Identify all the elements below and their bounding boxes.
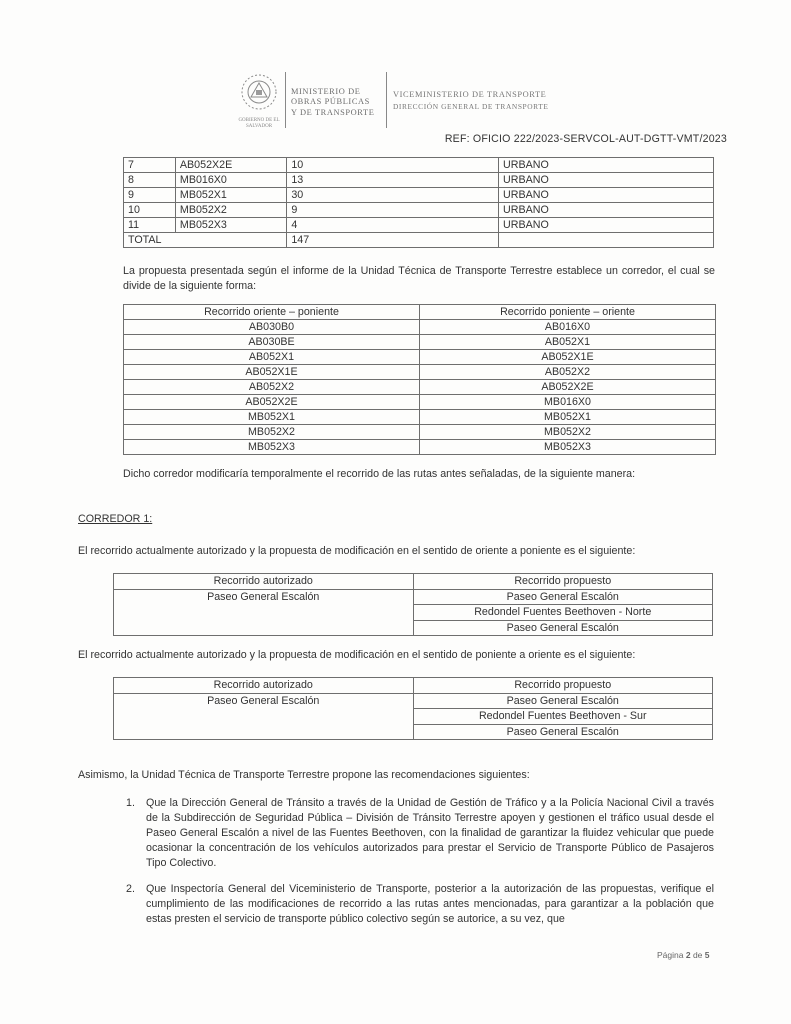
table-cell: 10 (287, 158, 499, 173)
viceministry-name: VICEMINISTERIO DE TRANSPORTE DIRECCIÓN GENERAL DE TRANSPORTE (393, 90, 549, 111)
table-cell: URBANO (499, 173, 714, 188)
table-cell: MB052X3 (124, 440, 420, 455)
route-west-east-table (113, 677, 713, 740)
table-cell: AB052X2E (420, 380, 716, 395)
table-cell: AB052X2E (175, 158, 286, 173)
proposed-route-cell: Paseo General Escalón (413, 589, 713, 605)
table-row (124, 365, 716, 380)
column-header: Recorrido oriente – poniente (124, 305, 420, 320)
table-cell: URBANO (499, 188, 714, 203)
table-cell: AB052X2 (420, 365, 716, 380)
list-text: Que Inspectoría General del Viceministerio de Transporte, posterior a la autorización de las propuestas, verifique el cumplimiento de las modificaciones de recorrido a las rutas antes mencionadas, para garantizar a la población que estas presten el servicio de transporte público colectivo según se autorice, a su vez, que (146, 883, 714, 925)
table-cell: AB052X1 (420, 335, 716, 350)
column-header: Recorrido propuesto (413, 574, 713, 590)
table-row (124, 158, 714, 173)
ministry-name: MINISTERIO DE OBRAS PÚBLICAS Y DE TRANSPORTE (291, 87, 375, 117)
proposed-route-cell: Redondel Fuentes Beethoven - Sur (413, 709, 713, 725)
table-cell: 13 (287, 173, 499, 188)
table-row (124, 188, 714, 203)
table-cell: MB052X3 (175, 218, 286, 233)
table-cell: AB052X2E (124, 395, 420, 410)
list-number: 1. (126, 797, 135, 809)
table-cell: URBANO (499, 203, 714, 218)
section-title: CORREDOR 1: (78, 513, 153, 525)
table-row (124, 395, 716, 410)
government-seal-icon (236, 70, 282, 120)
table-cell: 9 (287, 203, 499, 218)
table-row (114, 693, 713, 709)
table-row (124, 425, 716, 440)
paragraph: Asimismo, la Unidad Técnica de Transporte Terrestre propone las recomendaciones siguientes: (78, 769, 530, 781)
authorized-route-cell: Paseo General Escalón (114, 693, 414, 740)
table-header-row (114, 678, 713, 694)
table-cell: 10 (124, 203, 176, 218)
table-cell: AB052X1E (124, 365, 420, 380)
table-cell: MB016X0 (420, 395, 716, 410)
table-cell (499, 233, 714, 248)
table-cell: AB016X0 (420, 320, 716, 335)
table-cell: MB052X2 (124, 425, 420, 440)
table-header-row (114, 574, 713, 590)
paragraph: El recorrido actualmente autorizado y la propuesta de modificación en el sentido de oriente a poniente es el siguiente: (78, 545, 636, 557)
table-cell: MB052X1 (420, 410, 716, 425)
paragraph: El recorrido actualmente autorizado y la propuesta de modificación en el sentido de poniente a oriente es el siguiente: (78, 649, 636, 661)
table-cell: URBANO (499, 158, 714, 173)
table-cell: 9 (124, 188, 176, 203)
table-row (124, 350, 716, 365)
table-cell: MB052X1 (124, 410, 420, 425)
paragraph: Dicho corredor modificaría temporalmente el recorrido de las rutas antes señaladas, de la siguiente manera: (123, 468, 636, 480)
table-row (124, 203, 714, 218)
table-total-row (124, 233, 714, 248)
table-row (124, 320, 716, 335)
table-cell: 8 (124, 173, 176, 188)
table-cell: 30 (287, 188, 499, 203)
table-cell: 4 (287, 218, 499, 233)
column-header: Recorrido poniente – oriente (420, 305, 716, 320)
column-header: Recorrido propuesto (413, 678, 713, 694)
table-cell: URBANO (499, 218, 714, 233)
table-cell: AB030B0 (124, 320, 420, 335)
table-row (124, 335, 716, 350)
proposed-route-cell: Redondel Fuentes Beethoven - Norte (413, 605, 713, 621)
list-number: 2. (126, 883, 135, 895)
table-row (124, 218, 714, 233)
table-cell: AB030BE (124, 335, 420, 350)
column-header: Recorrido autorizado (114, 678, 414, 694)
table-cell: AB052X2 (124, 380, 420, 395)
table-row (124, 380, 716, 395)
table-cell: MB052X2 (420, 425, 716, 440)
government-label: GOBIERNO DE EL SALVADOR (238, 118, 280, 129)
corridor-table (123, 304, 716, 455)
table-cell: MB052X1 (175, 188, 286, 203)
authorized-route-cell: Paseo General Escalón (114, 589, 414, 636)
routes-table (123, 157, 714, 248)
reference-number: REF: OFICIO 222/2023-SERVCOL-AUT-DGTT-VMT/2023 (444, 133, 727, 145)
header-divider (285, 72, 286, 128)
table-cell: AB052X1 (124, 350, 420, 365)
page-number: Página 2 de 5 (657, 950, 710, 960)
proposed-route-cell: Paseo General Escalón (413, 620, 713, 636)
column-header: Recorrido autorizado (114, 574, 414, 590)
proposed-route-cell: Paseo General Escalón (413, 724, 713, 740)
table-cell: MB052X2 (175, 203, 286, 218)
table-row (114, 589, 713, 605)
proposed-route-cell: Paseo General Escalón (413, 693, 713, 709)
table-row (124, 173, 714, 188)
total-label: TOTAL (124, 233, 287, 248)
table-row (124, 440, 716, 455)
table-cell: 11 (124, 218, 176, 233)
table-cell: 7 (124, 158, 176, 173)
header-divider (386, 72, 387, 128)
table-cell: MB052X3 (420, 440, 716, 455)
route-east-west-table (113, 573, 713, 636)
table-cell: MB016X0 (175, 173, 286, 188)
table-header-row (124, 305, 716, 320)
paragraph: La propuesta presentada según el informe de la Unidad Técnica de Transporte Terrestre establece un corredor, el cual se divide de la siguiente forma: (123, 265, 715, 292)
table-cell: AB052X1E (420, 350, 716, 365)
total-value: 147 (287, 233, 499, 248)
list-text: Que la Dirección General de Tránsito a través de la Unidad de Gestión de Tráfico y a la Policía Nacional Civil a través de la Subdirección de Seguridad Pública – División de Tránsito Terrestre apoyen y gestionen el tráfico usual desde el Paseo General Escalón a nivel de las Fuentes Beethoven, con la finalidad de garantizar la fluidez vehicular que puede ocasionar la concentración de los vehículos autorizados para prestar el Servicio de Transporte Público de Pasajeros Tipo Colectivo. (146, 797, 714, 869)
table-row (124, 410, 716, 425)
